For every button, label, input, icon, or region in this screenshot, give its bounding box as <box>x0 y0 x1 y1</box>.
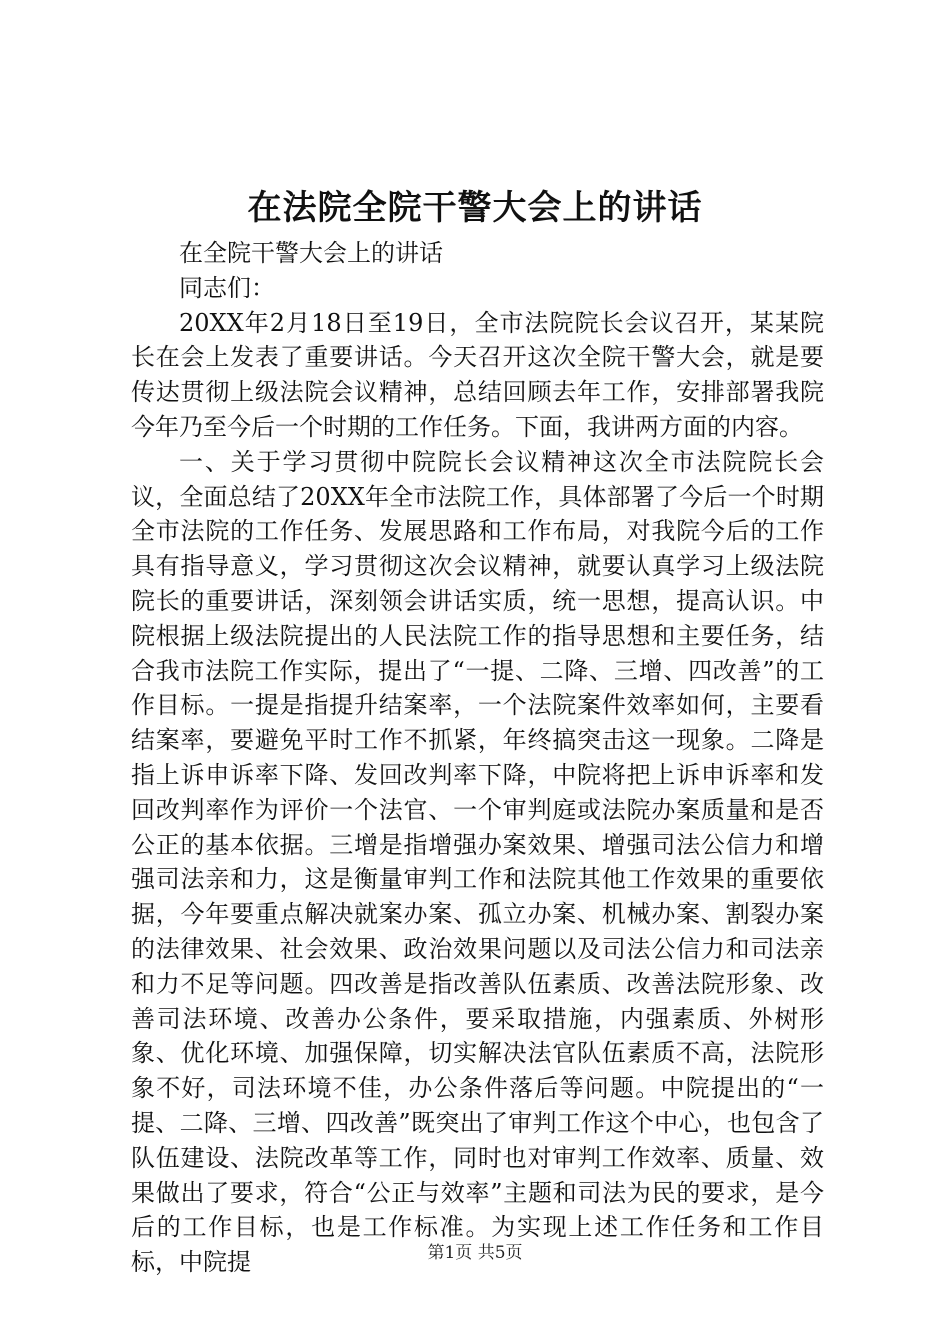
salutation: 同志们： <box>179 273 275 302</box>
paragraph-intro: 20XX年2月18日至19日，全市法院院长会议召开，某某院长在会上发表了重要讲话。今天召开这次全院干警大会，就是要传达贯彻上级法院会议精神，总结回顾去年工作，安排部署我院今年乃至今后一个时期的工作任务。下面，我讲两方面的内容。 <box>131 308 824 441</box>
document-title: 在法院全院干警大会上的讲话 <box>247 188 703 228</box>
speech-subtitle: 在全院干警大会上的讲话 <box>179 239 443 267</box>
page-number: 第1页 共5页 <box>427 1243 523 1263</box>
paragraph-section-one: 一、关于学习贯彻中院院长会议精神这次全市法院院长会议，全面总结了20XX年全市法院工作，具体部署了今后一个时期全市法院的工作任务、发展思路和工作布局，对我院今后的工作具有指导意义，学习贯彻这次会议精神，就要认真学习上级法院院长的重要讲话，深刻领会讲话实质，统一思想，提高认识。中院根据上级法院提出的人民法院工作的指导思想和主要任务，结合我市法院工作实际，提出了“一提、二降、三增、四改善”的工作目标。一提是指提升结案率，一个法院案件效率如何，主要看结案率，要避免平时工作不抓紧，年终搞突击这一现象。二降是指上诉申诉率下降、发回改判率下降，中院将把上诉申诉率和发回改判率作为评价一个法官、一个审判庭或法院办案质量和是否公正的基本依据。三增是指增强办案效果、增强司法公信力和增强司法亲和力，这是衡量审判工作和法院其他工作效果的重要依据，今年要重点解决就案办案、孤立办案、机械办案、割裂办案的法律效果、社会效果、政治效果问题以及司法公信力和司法亲和力不足等问题。四改善是指改善队伍素质、改善法院形象、改善司法环境、改善办公条件，要采取措施，内强素质、外树形象、优化环境、加强保障，切实解决法官队伍素质不高，法院形象不好，司法环境不佳，办公条件落后等问题。中院提出的“一提、二降、三增、四改善”既突出了审判工作这个中心，也包含了队伍建设、法院改革等工作，同时也对审判工作效率、质量、效果做出了要求，符合“公正与效率”主题和司法为民的要求，是今后的工作目标，也是工作标准。为实现上述工作任务和工作目标，中院提 <box>131 447 824 1277</box>
document-body <box>131 236 824 1280</box>
